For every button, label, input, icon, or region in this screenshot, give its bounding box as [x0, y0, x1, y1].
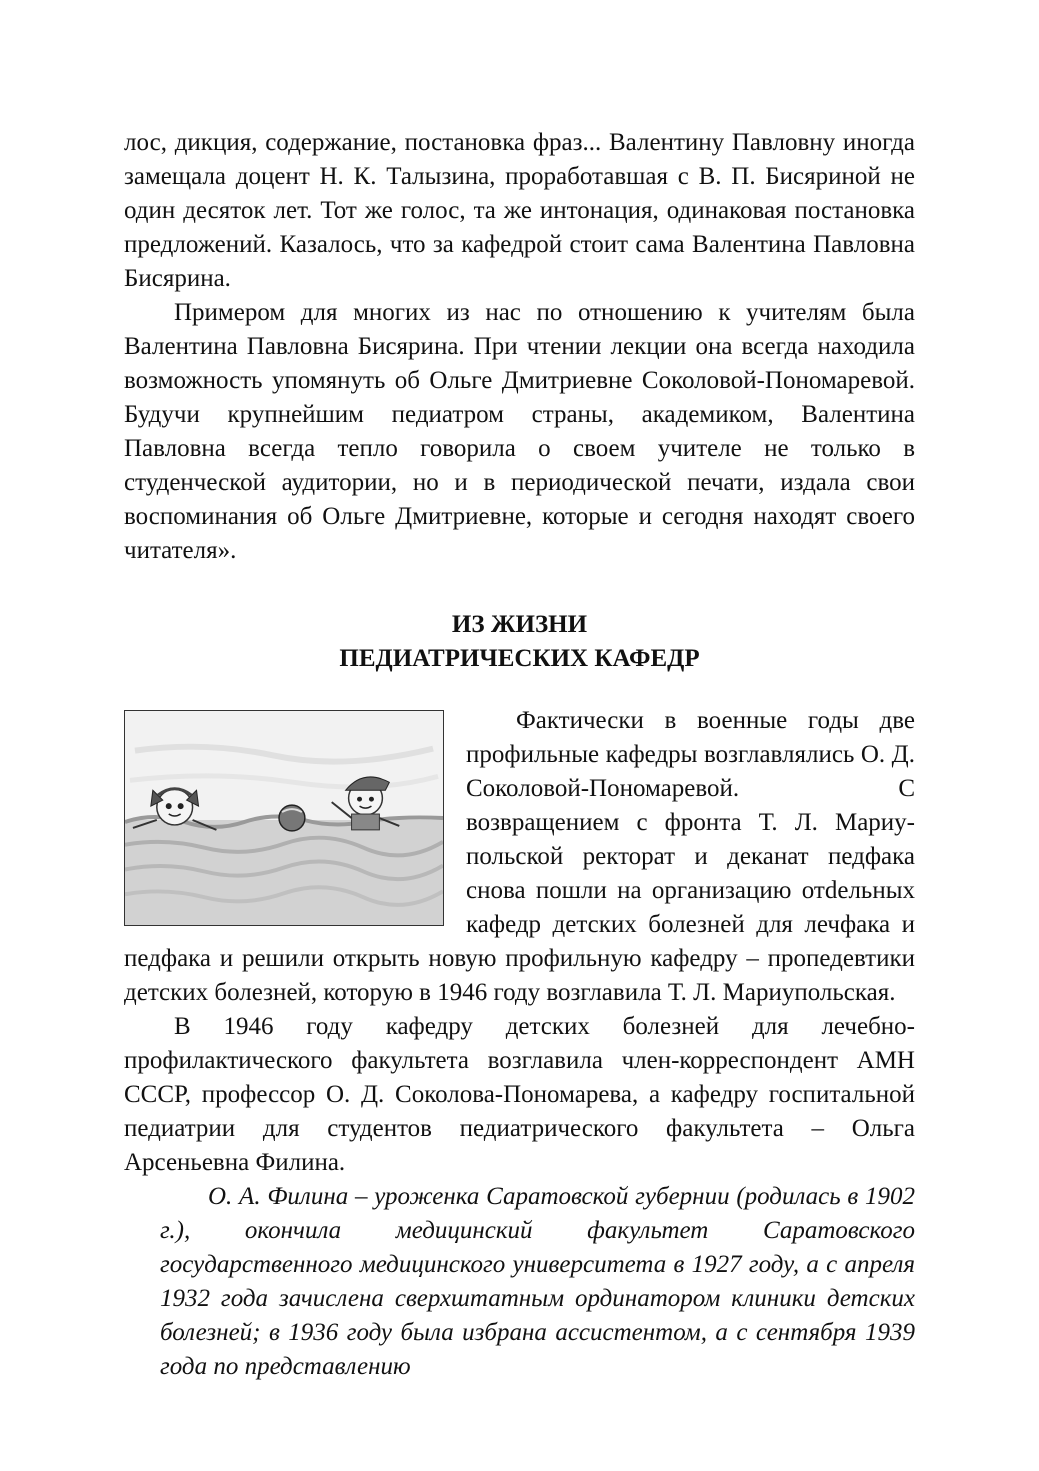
- section-heading-line-1: ИЗ ЖИЗНИ: [451, 611, 588, 638]
- section-heading: [124, 608, 915, 676]
- paragraph-war-years: Фактически в военные годы две профильные кафедры возглавлялись О. Д. Соколовой-Пономаревой. С возвращением с фронта Т. Л. Мариупольской ректорат и деканат педфака снова пошли на организацию отdельных кафедр детских болезней для лечфака и педфака и решили открыть новую профильную кафедру – пропедевтики детских болезней, которую в 1946 году возглавила Т. Л. Мариупольская.: [124, 707, 915, 1006]
- children-swimming-drawing-icon: [125, 711, 443, 925]
- children-swimming-illustration: [124, 710, 444, 926]
- paragraph-continuation: лос, дикция, содержание, постановка фраз... Валентину Павловну иногда замещала доцент Н. К. Талызина, проработавшая с В. П. Бисяриной не один десяток лет. Тот же голос, та же интонация, одинаковая постановка предложений. Казалось, что за кафедрой стоит сама Валентина Павловна Бисярина.: [124, 129, 915, 292]
- paragraph-filina-biography: О. А. Филина – уроженка Саратовской губернии (родилась в 1902 г.), окончила медицинский факультет Саратовского государственного медицинского университета в 1927 году, а с апреля 1932 года зачислена сверхштатным ординатором клиники детских болезней; в 1936 году была избрана ассистентом, а с сентября 1939 года по представлению: [160, 1183, 915, 1380]
- paragraph-1946: В 1946 году кафедру детских болезней для лечебно-профилактического факультета возглавила член-корреспондент АМН СССР, профессор О. Д. Соколова-Пономарева, а кафедру госпитальной педиатрии для студентов педиатрического факультета – Ольга Арсеньевна Филина.: [124, 1013, 915, 1176]
- section-heading-line-2: ПЕДИАТРИЧЕСКИХ КАФЕДР: [339, 645, 700, 672]
- page-content: [124, 126, 915, 1384]
- paragraph-bisyarina-example: Примером для многих из нас по отношению к учителям была Валентина Павловна Бисярина. При чтении лекции она всегда находила возможность упомянуть об Ольге Дмитриевне Соколовой-Пономаревой. Будучи крупнейшим педиатром страны, академиком, Валентина Павловна всегда тепло говорила о своем учителе не только в студенческой аудитории, но и в периодической печати, издала свои воспоминания об Ольге Дмитриевне, которые и сегодня находят своего читателя».: [124, 299, 915, 564]
